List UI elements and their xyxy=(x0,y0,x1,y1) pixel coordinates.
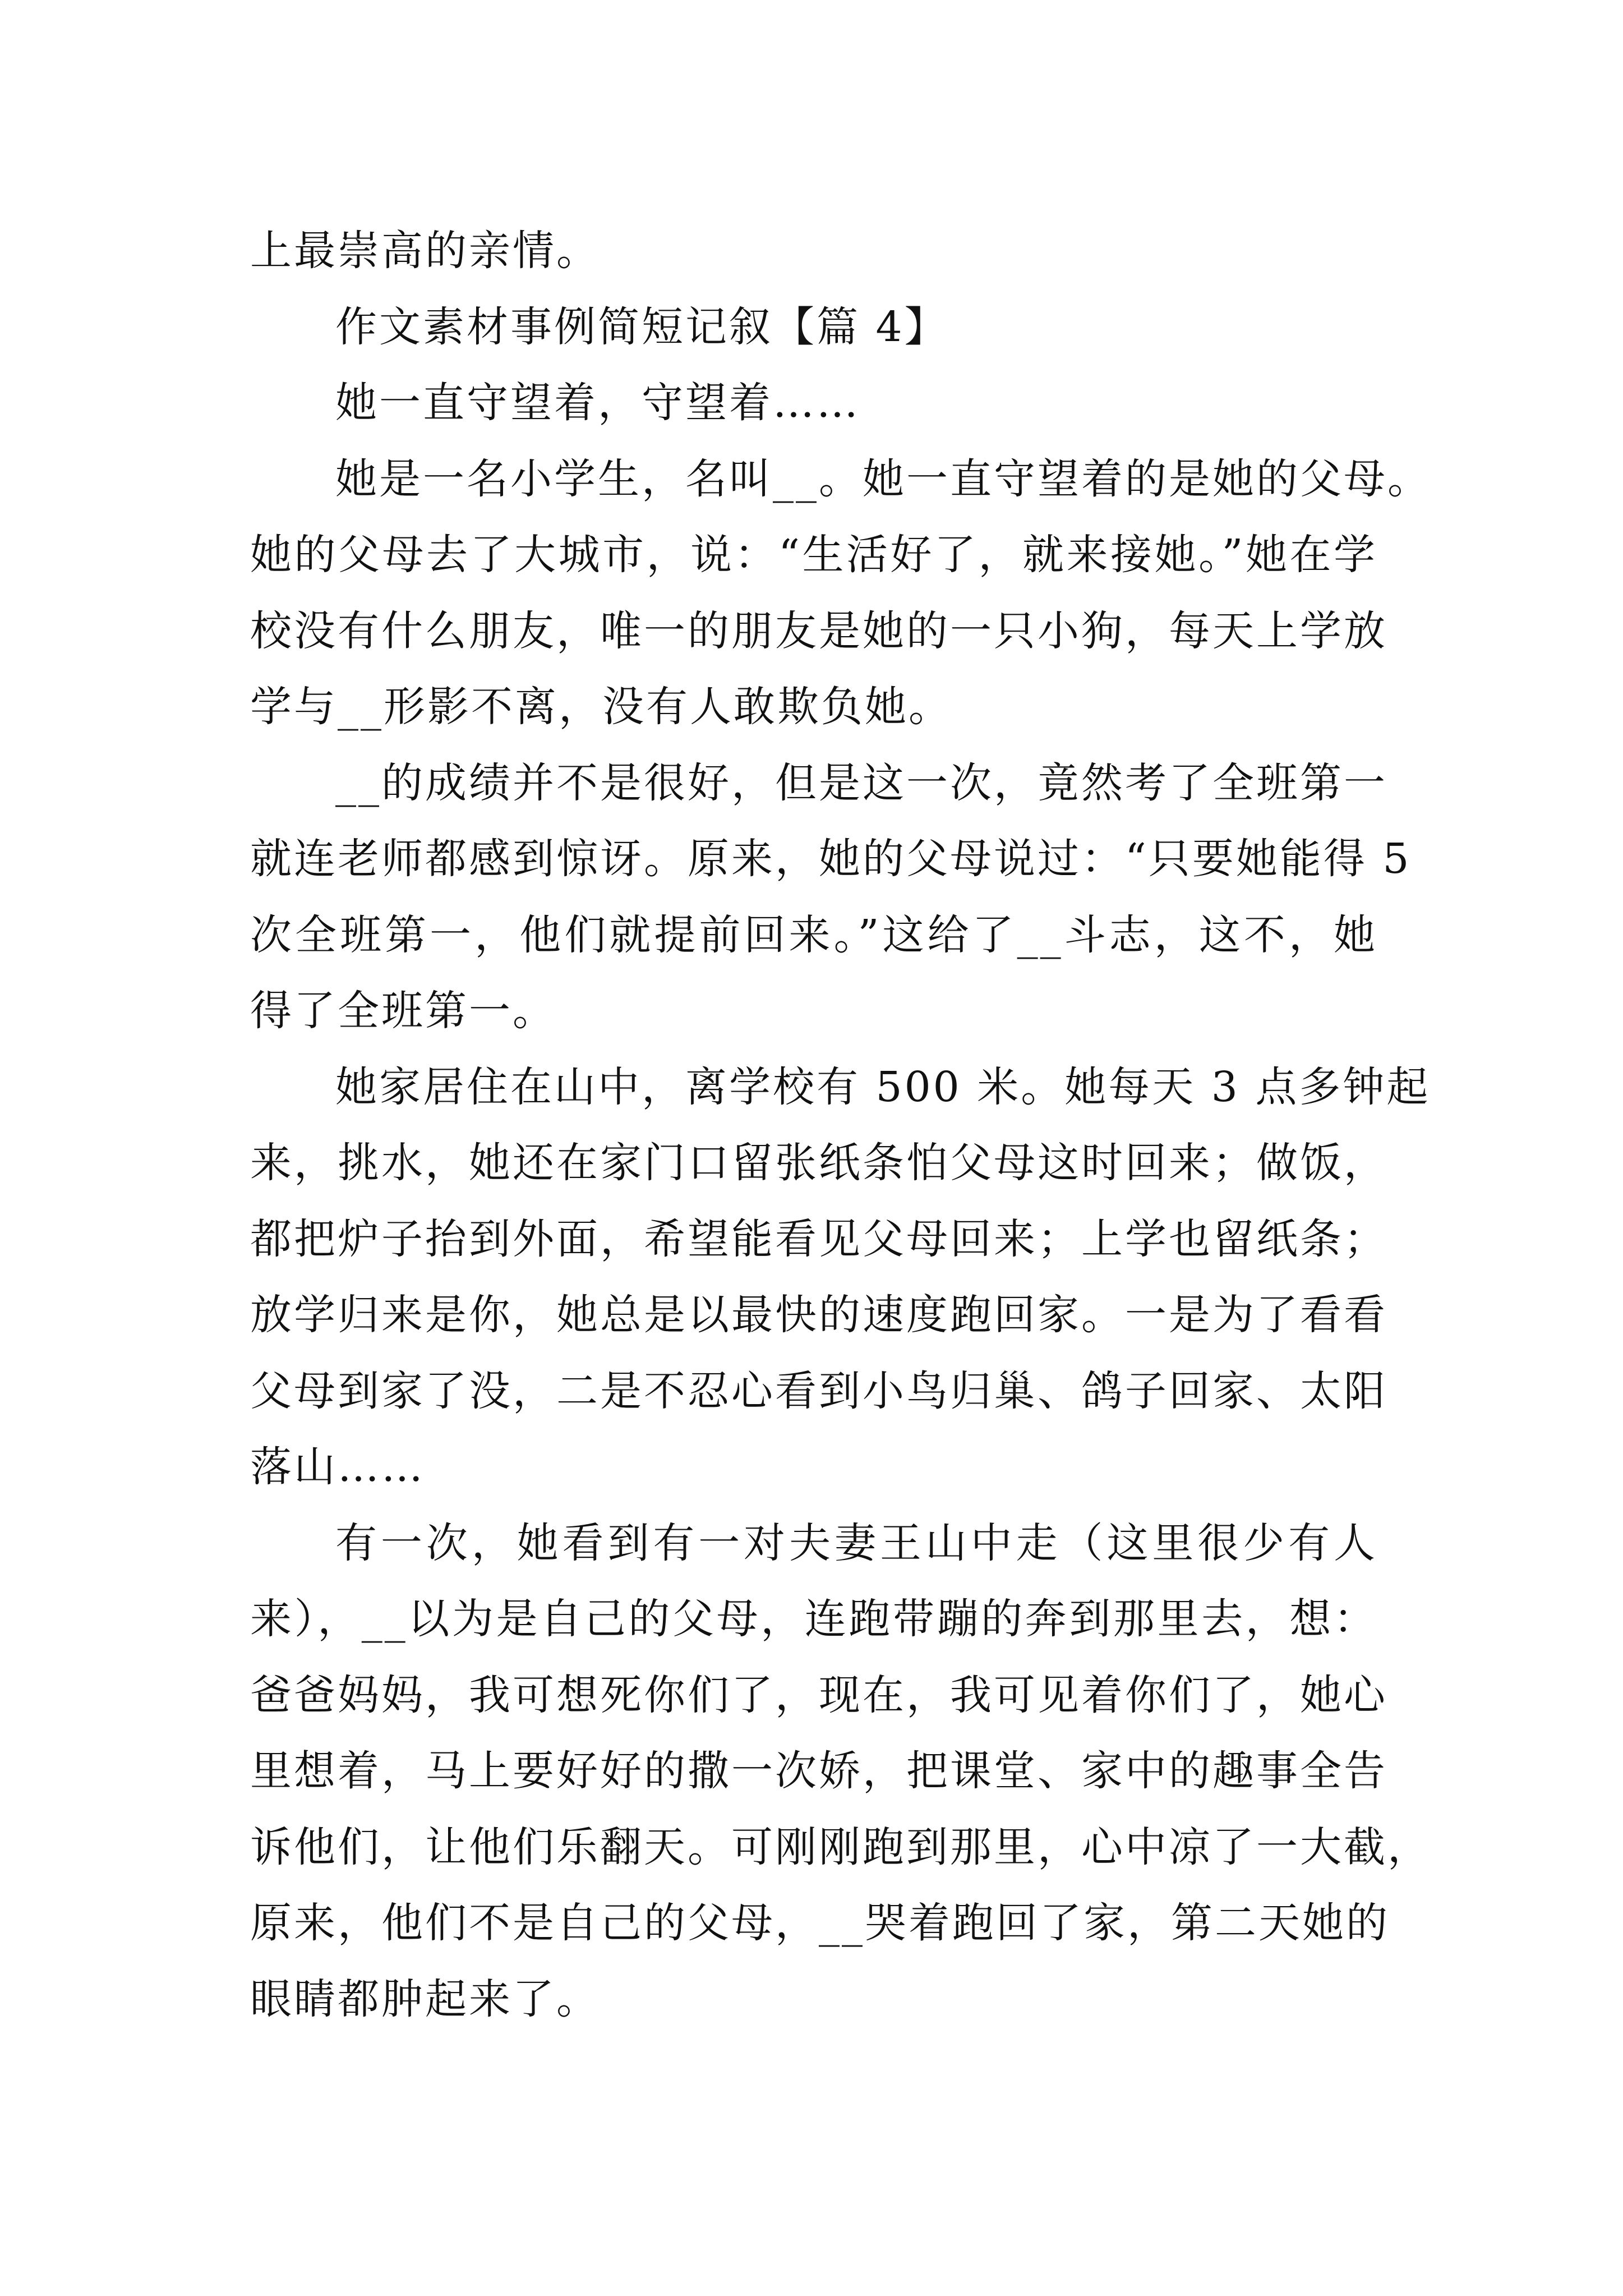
text-line: 她的父母去了大城市，说：“生活好了，就来接她。”她在学 xyxy=(250,531,1377,579)
text-line: 诉他们，让他们乐翻天。可刚刚跑到那里，心中凉了一大截， xyxy=(250,1823,1431,1871)
text-line: 原来，他们不是自己的父母，__哭着跑回了家，第二天她的 xyxy=(250,1899,1390,1947)
text-line: 落山…… xyxy=(250,1443,425,1491)
text-line: 有一次，她看到有一对夫妻王山中走（这里很少有人 xyxy=(335,1519,1377,1567)
text-line: 都把炉子抬到外面，希望能看见父母回来；上学也留纸条； xyxy=(250,1214,1387,1263)
body-text xyxy=(250,213,1431,2037)
text-line: 她是一名小学生，名叫__。她一直守望着的是她的父母。 xyxy=(335,454,1431,503)
text-line: 她一直守望着，守望着…… xyxy=(335,379,860,427)
text-line: 爸爸妈妈，我可想死你们了，现在，我可见着你们了，她心 xyxy=(250,1671,1387,1719)
text-line: 学与__形影不离，没有人敢欺负她。 xyxy=(250,683,952,731)
text-line: 就连老师都感到惊讶。原来，她的父母说过：“只要她能得 5 xyxy=(250,835,1412,883)
text-line: 上最崇高的亲情。 xyxy=(250,227,600,275)
text-line: 放学归来是你，她总是以最快的速度跑回家。一是为了看看 xyxy=(250,1291,1387,1339)
text-line: __的成绩并不是很好，但是这一次，竟然考了全班第一 xyxy=(335,758,1387,807)
text-line: 父母到家了没，二是不忍心看到小鸟归巢、鸽子回家、太阳 xyxy=(250,1366,1387,1415)
text-line: 眼睛都肿起来了。 xyxy=(250,1975,600,2023)
text-line: 校没有什么朋友，唯一的朋友是她的一只小狗，每天上学放 xyxy=(250,606,1387,655)
text-line: 她家居住在山中，离学校有 500 米。她每天 3 点多钟起 xyxy=(335,1062,1431,1111)
text-line: 来），__以为是自己的父母，连跑带蹦的奔到那里去，想： xyxy=(250,1595,1377,1643)
text-line: 里想着，马上要好好的撒一次娇，把课堂、家中的趣事全告 xyxy=(250,1747,1387,1795)
text-line: 得了全班第一。 xyxy=(250,987,556,1035)
text-line: 来，挑水，她还在家门口留张纸条怕父母这时回来；做饭， xyxy=(250,1139,1387,1187)
text-line: 次全班第一，他们就提前回来。”这给了__斗志，这不，她 xyxy=(250,910,1377,959)
section-heading: 作文素材事例简短记叙【篇 4】 xyxy=(335,302,948,351)
